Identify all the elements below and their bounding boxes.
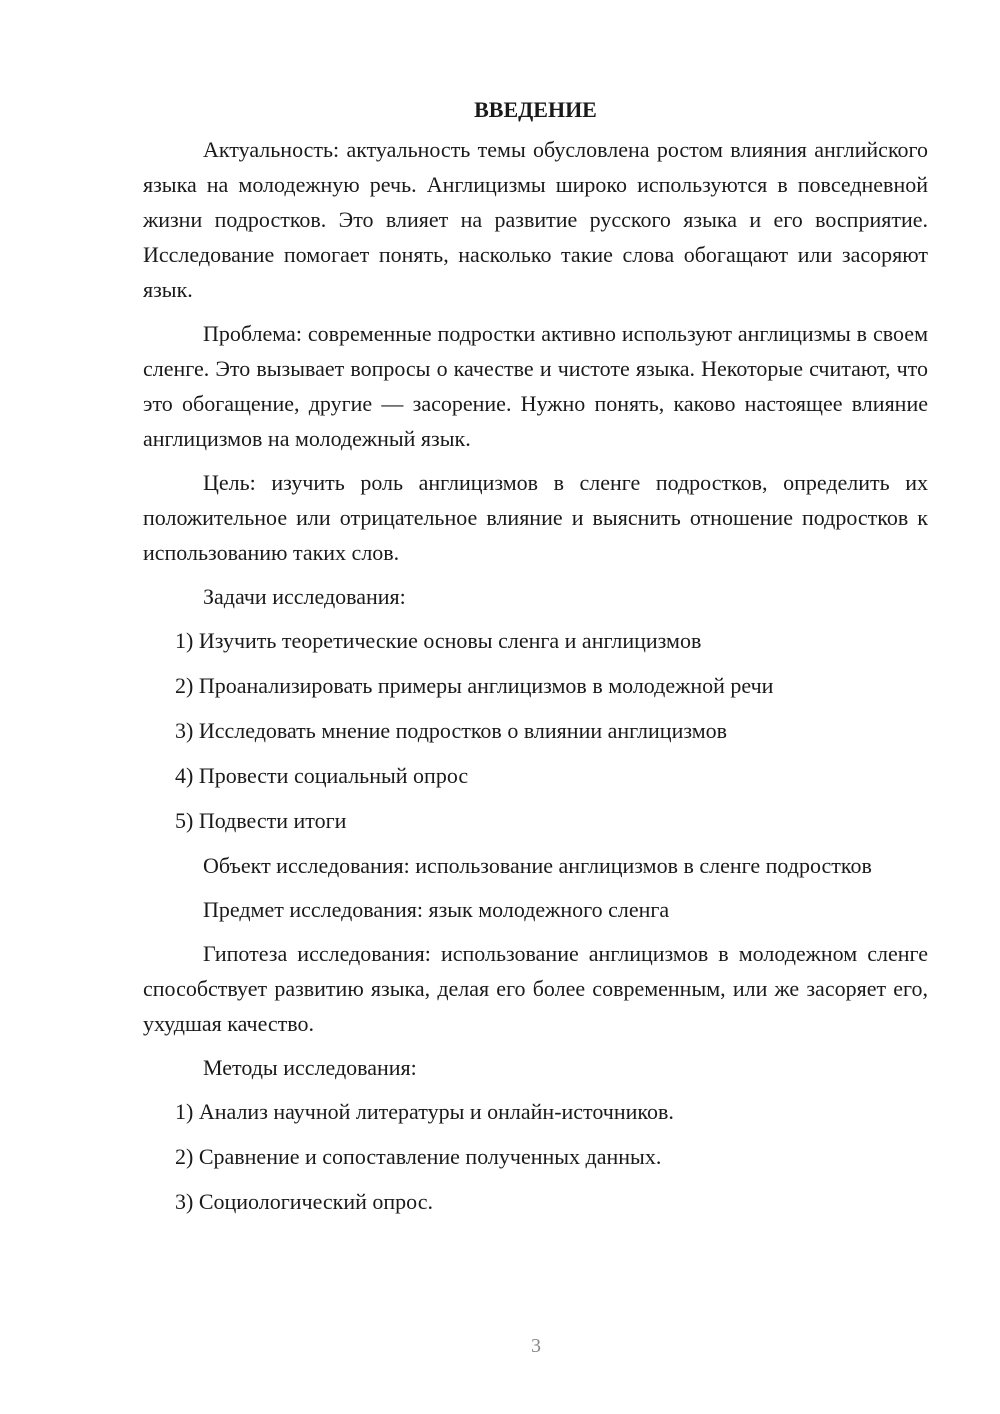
goal-paragraph: Цель: изучить роль англицизмов в сленге подростков, определить их положительное или отрицательное влияние и выяснить отношение подростков к использованию таких слов. [143,470,928,565]
list-item: 5) Подвести итоги [175,808,347,833]
methods-label: Методы исследования: [203,1055,417,1080]
hypothesis-paragraph: Гипотеза исследования: использование англицизмов в молодежном сленге способствует развитию языка, делая его более современным, или же засоряет его, ухудшая качество. [143,941,928,1036]
page-number: 3 [531,1335,541,1357]
tasks-label: Задачи исследования: [203,584,406,609]
relevance-paragraph: Актуальность: актуальность темы обусловлена ростом влияния английского языка на молодежную речь. Англицизмы широко используются в повседневной жизни подростков. Это влияет на развитие русского языка и его восприятие. Исследование помогает понять, насколько такие слова обогащают или засоряют язык. [143,137,928,302]
list-item: 1) Анализ научной литературы и онлайн-источников. [175,1099,674,1124]
list-item: 3) Социологический опрос. [175,1189,433,1214]
list-item: 2) Сравнение и сопоставление полученных данных. [175,1144,662,1169]
list-item: 2) Проанализировать примеры англицизмов в молодежной речи [175,673,774,698]
methods-list [143,1094,928,1219]
tasks-list [143,623,928,838]
subject-paragraph: Предмет исследования: язык молодежного сленга [203,897,670,922]
list-item: 1) Изучить теоретические основы сленга и англицизмов [175,628,702,653]
document-page [143,92,928,1229]
problem-paragraph: Проблема: современные подростки активно используют англицизмы в своем сленге. Это вызывает вопросы о качестве и чистоте языка. Некоторые считают, что это обогащение, другие — засорение. Нужно понять, каково настоящее влияние англицизмов на молодежный язык. [143,321,928,451]
object-paragraph: Объект исследования: использование англицизмов в сленге подростков [203,853,872,878]
page-title: ВВЕДЕНИЕ [474,97,597,122]
list-item: 4) Провести социальный опрос [175,763,469,788]
list-item: 3) Исследовать мнение подростков о влиянии англицизмов [175,718,728,743]
